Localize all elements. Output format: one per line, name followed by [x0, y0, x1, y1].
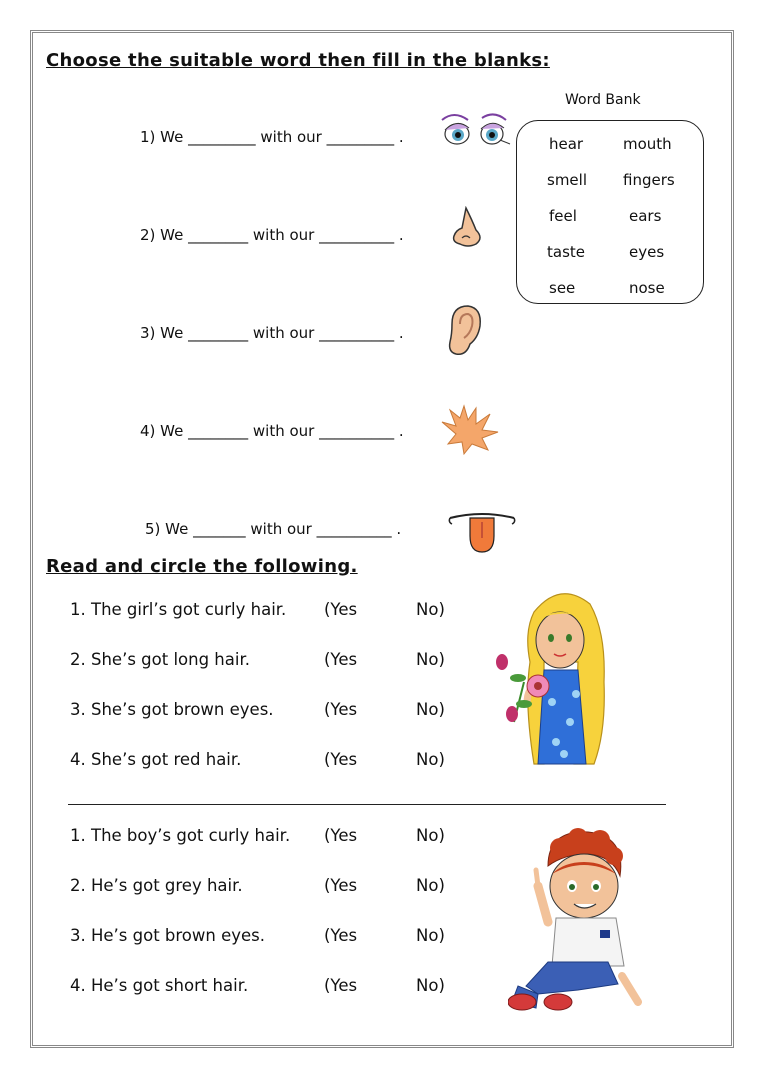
sentence-3: 3) We ________ with our __________ .: [140, 324, 404, 342]
girl-illustration: [494, 582, 626, 768]
section2-title: Read and circle the following.: [46, 556, 358, 577]
sentence-4: 4) We ________ with our __________ .: [140, 422, 404, 440]
word-bank: [516, 120, 704, 304]
hand-icon: [438, 404, 502, 456]
word-bank-word: taste: [547, 243, 585, 261]
yes-option[interactable]: (Yes: [324, 600, 358, 619]
yes-option[interactable]: (Yes: [324, 650, 358, 669]
word-bank-word: hear: [549, 135, 584, 153]
word-bank-word: see: [549, 279, 576, 297]
boy-question-1: 1. The boy’s got curly hair.: [70, 826, 291, 845]
girl-question-1: 1. The girl’s got curly hair.: [70, 600, 287, 619]
no-option[interactable]: No): [416, 976, 445, 995]
word-bank-word: feel: [549, 207, 577, 225]
nose-icon: [450, 206, 484, 248]
word-bank-word: fingers: [623, 171, 675, 189]
word-bank-word: nose: [629, 279, 665, 297]
yes-option[interactable]: (Yes: [324, 926, 358, 945]
word-bank-word: ears: [629, 207, 662, 225]
no-option[interactable]: No): [416, 750, 445, 769]
boy-question-4: 4. He’s got short hair.: [70, 976, 249, 995]
sentence-1: 1) We _________ with our _________ .: [140, 128, 404, 146]
word-bank-word: mouth: [623, 135, 672, 153]
no-option[interactable]: No): [416, 650, 445, 669]
word-bank-word: eyes: [629, 243, 665, 261]
yes-option[interactable]: (Yes: [324, 750, 358, 769]
eyes-icon: [440, 112, 512, 152]
no-option[interactable]: No): [416, 876, 445, 895]
divider-line: [68, 804, 666, 805]
word-bank-title: Word Bank: [565, 92, 641, 108]
no-option[interactable]: No): [416, 700, 445, 719]
section1-title: Choose the suitable word then fill in the blanks:: [46, 50, 550, 71]
sentence-5: 5) We _______ with our __________ .: [145, 520, 402, 538]
no-option[interactable]: No): [416, 826, 445, 845]
boy-illustration: [508, 826, 648, 1012]
girl-question-2: 2. She’s got long hair.: [70, 650, 250, 669]
yes-option[interactable]: (Yes: [324, 700, 358, 719]
no-option[interactable]: No): [416, 926, 445, 945]
yes-option[interactable]: (Yes: [324, 826, 358, 845]
boy-question-2: 2. He’s got grey hair.: [70, 876, 243, 895]
ear-icon: [444, 304, 484, 358]
tongue-icon: [446, 508, 518, 554]
girl-question-4: 4. She’s got red hair.: [70, 750, 242, 769]
no-option[interactable]: No): [416, 600, 445, 619]
word-bank-word: smell: [547, 171, 587, 189]
sentence-2: 2) We ________ with our __________ .: [140, 226, 404, 244]
yes-option[interactable]: (Yes: [324, 976, 358, 995]
girl-question-3: 3. She’s got brown eyes.: [70, 700, 274, 719]
boy-question-3: 3. He’s got brown eyes.: [70, 926, 266, 945]
yes-option[interactable]: (Yes: [324, 876, 358, 895]
